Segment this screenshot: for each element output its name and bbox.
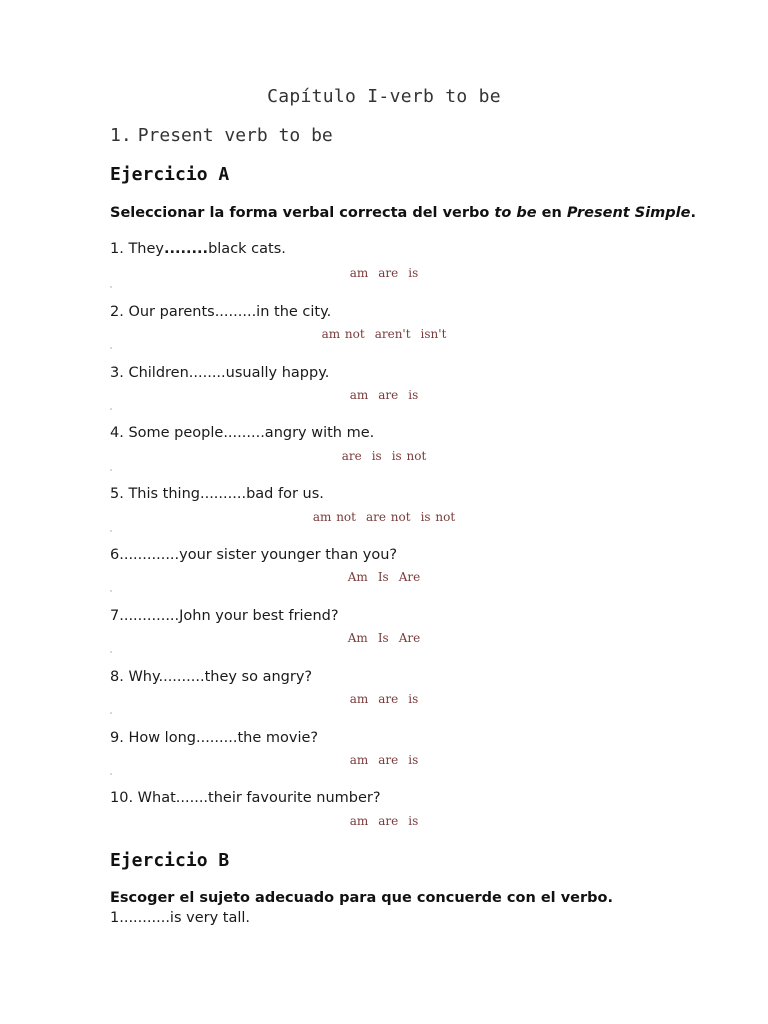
option[interactable]: is xyxy=(371,449,382,463)
option[interactable]: is xyxy=(408,814,419,828)
option-marker xyxy=(110,469,112,471)
option-marker xyxy=(110,712,112,714)
question-6-options xyxy=(0,570,768,584)
option[interactable]: am xyxy=(349,692,369,706)
question-6: 6.............your sister younger than you? xyxy=(110,547,398,563)
option[interactable]: are xyxy=(341,449,362,463)
instruction-tense: Present Simple xyxy=(566,205,691,221)
question-5: 5. This thing..........bad for us. xyxy=(110,486,324,502)
question-10-options xyxy=(0,814,768,828)
option[interactable]: Is xyxy=(377,631,389,645)
question-8-options xyxy=(0,692,768,706)
instruction-mid: en xyxy=(536,205,567,221)
option[interactable]: are xyxy=(378,388,399,402)
question-4-options xyxy=(0,449,768,463)
exercise-b-instruction: Escoger el sujeto adecuado para que concuerde con el verbo. xyxy=(110,890,613,906)
instruction-end: . xyxy=(690,205,696,221)
question-3-options xyxy=(0,388,768,402)
chapter-title: Capítulo I-verb to be xyxy=(267,86,501,107)
question-2: 2. Our parents.........in the city. xyxy=(110,304,332,320)
option[interactable]: is not xyxy=(391,449,427,463)
option-marker xyxy=(110,286,112,288)
option[interactable]: am xyxy=(349,266,369,280)
option[interactable]: am not xyxy=(312,510,356,524)
question-9-options xyxy=(0,753,768,767)
option[interactable]: is xyxy=(408,266,419,280)
option[interactable]: is xyxy=(408,388,419,402)
section-title xyxy=(110,125,333,146)
option-marker xyxy=(110,590,112,592)
exercise-b-question-1: 1...........is very tall. xyxy=(110,910,251,926)
question-1-options xyxy=(0,266,768,280)
option[interactable]: are xyxy=(378,266,399,280)
question-4: 4. Some people.........angry with me. xyxy=(110,425,375,441)
section-number: 1. xyxy=(110,125,132,146)
option-marker xyxy=(110,773,112,775)
option[interactable]: are xyxy=(378,814,399,828)
option[interactable]: Are xyxy=(398,570,421,584)
exercise-a-heading: Ejercicio A xyxy=(110,164,230,185)
question-1-after: black cats. xyxy=(208,241,286,257)
option[interactable]: is not xyxy=(420,510,456,524)
option[interactable]: are xyxy=(378,692,399,706)
option-marker xyxy=(110,530,112,532)
question-8: 8. Why..........they so angry? xyxy=(110,669,313,685)
instruction-start: Seleccionar la forma verbal correcta del verbo xyxy=(110,205,495,221)
option[interactable]: Are xyxy=(398,631,421,645)
option[interactable]: Am xyxy=(347,570,368,584)
option[interactable]: am xyxy=(349,814,369,828)
option-marker xyxy=(110,347,112,349)
question-7: 7.............John your best friend? xyxy=(110,608,339,624)
option[interactable]: am xyxy=(349,388,369,402)
option[interactable]: are xyxy=(378,753,399,767)
question-5-options xyxy=(0,510,768,524)
option[interactable]: am not xyxy=(321,327,365,341)
option[interactable]: are not xyxy=(365,510,411,524)
question-9: 9. How long.........the movie? xyxy=(110,730,319,746)
option[interactable]: aren't xyxy=(374,327,411,341)
option[interactable]: Is xyxy=(377,570,389,584)
option[interactable]: is xyxy=(408,692,419,706)
question-1-before: 1. They xyxy=(110,241,164,257)
question-1 xyxy=(110,241,286,257)
question-1-blank: ........ xyxy=(164,241,209,257)
question-3: 3. Children........usually happy. xyxy=(110,365,330,381)
option-marker xyxy=(110,408,112,410)
option-marker xyxy=(110,651,112,653)
question-7-options xyxy=(0,631,768,645)
instruction-verb: to be xyxy=(494,205,537,221)
option[interactable]: is xyxy=(408,753,419,767)
section-title-text: Present verb to be xyxy=(137,125,333,146)
option[interactable]: Am xyxy=(347,631,368,645)
exercise-a-instruction xyxy=(110,205,696,221)
option[interactable]: am xyxy=(349,753,369,767)
exercise-b-heading: Ejercicio B xyxy=(110,850,230,871)
question-10: 10. What.......their favourite number? xyxy=(110,790,381,806)
question-2-options xyxy=(0,327,768,341)
option[interactable]: isn't xyxy=(420,327,447,341)
